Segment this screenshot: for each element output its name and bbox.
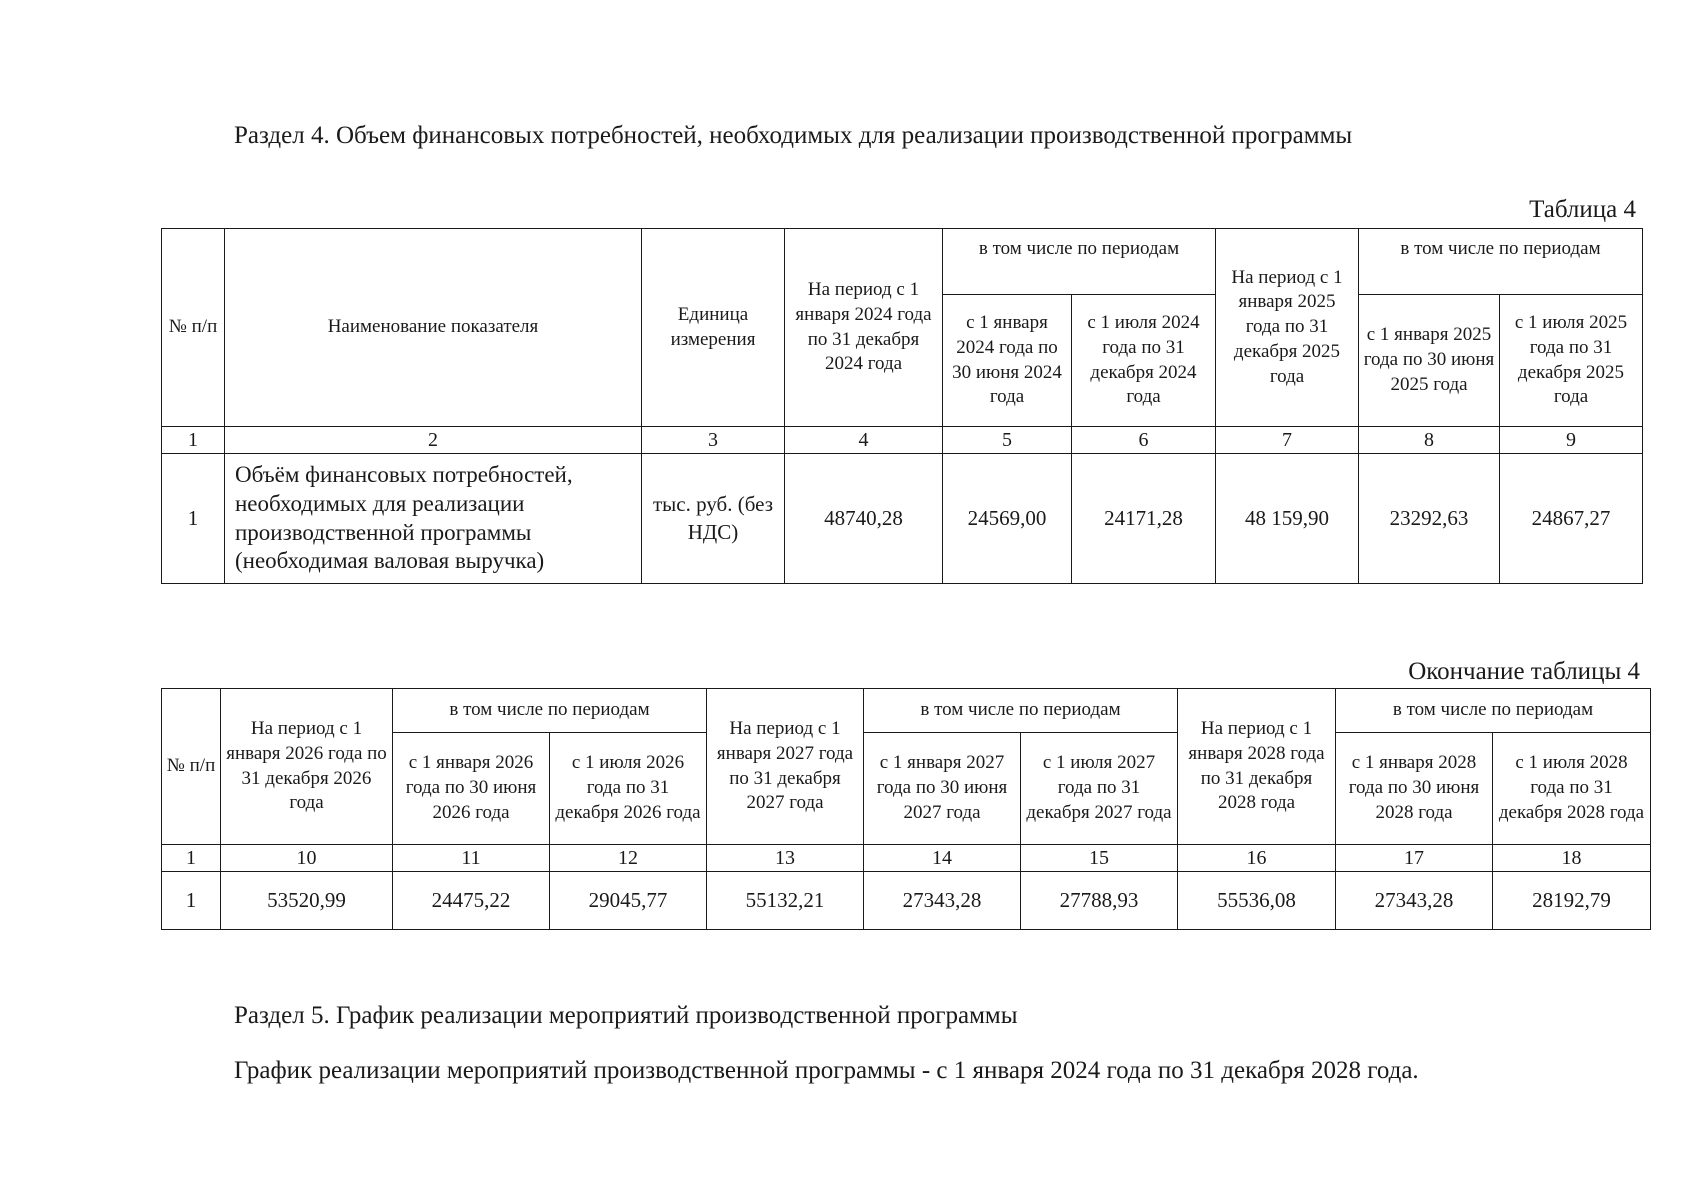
column-number: 3	[642, 427, 785, 454]
column-number: 14	[864, 845, 1021, 872]
header-group-2027: в том числе по периодам	[864, 689, 1178, 733]
row-number: 1	[162, 454, 225, 584]
section-4-heading: Раздел 4. Объем финансовых потребностей, необходимых для реализации производственной программы	[234, 122, 1353, 149]
column-number: 7	[1216, 427, 1359, 454]
header-h2-2027: с 1 июля 2027 года по 31 декабря 2027 года	[1021, 733, 1178, 845]
column-number: 12	[550, 845, 707, 872]
column-number: 5	[943, 427, 1072, 454]
value-2024-h2: 24171,28	[1072, 454, 1216, 584]
table-caption: Таблица 4	[1529, 196, 1636, 223]
column-number: 4	[785, 427, 943, 454]
value-2028-total: 55536,08	[1178, 872, 1336, 930]
value-2027-total: 55132,21	[707, 872, 864, 930]
value-2028-h2: 28192,79	[1493, 872, 1651, 930]
row-unit: тыс. руб. (без НДС)	[642, 454, 785, 584]
header-h1-2027: с 1 января 2027 года по 30 июня 2027 года	[864, 733, 1021, 845]
value-2026-total: 53520,99	[221, 872, 393, 930]
header-h1-2028: с 1 января 2028 года по 30 июня 2028 года	[1336, 733, 1493, 845]
row-number: 1	[162, 872, 221, 930]
header-unit: Единица измерения	[642, 229, 785, 427]
header-period-2025: На период с 1 января 2025 года по 31 декабря 2025 года	[1216, 229, 1359, 427]
header-period-2024: На период с 1 января 2024 года по 31 декабря 2024 года	[785, 229, 943, 427]
column-number: 6	[1072, 427, 1216, 454]
header-number: № п/п	[162, 689, 221, 845]
value-2027-h2: 27788,93	[1021, 872, 1178, 930]
financial-needs-table-continuation	[161, 688, 1651, 930]
column-number: 10	[221, 845, 393, 872]
header-group-2026: в том числе по периодам	[393, 689, 707, 733]
header-h2-2025: с 1 июля 2025 года по 31 декабря 2025 года	[1500, 295, 1643, 427]
value-2026-h2: 29045,77	[550, 872, 707, 930]
column-number: 15	[1021, 845, 1178, 872]
column-number: 17	[1336, 845, 1493, 872]
value-2025-h1: 23292,63	[1359, 454, 1500, 584]
value-2026-h1: 24475,22	[393, 872, 550, 930]
header-h1-2026: с 1 января 2026 года по 30 июня 2026 года	[393, 733, 550, 845]
value-2027-h1: 27343,28	[864, 872, 1021, 930]
header-period-2026: На период с 1 января 2026 года по 31 декабря 2026 года	[221, 689, 393, 845]
section-5-text: График реализации мероприятий производственной программы - с 1 января 2024 года по 31 декабря 2028 года.	[234, 1057, 1419, 1084]
column-number: 11	[393, 845, 550, 872]
header-group-2024: в том числе по периодам	[943, 229, 1216, 295]
value-2028-h1: 27343,28	[1336, 872, 1493, 930]
header-period-2028: На период с 1 января 2028 года по 31 декабря 2028 года	[1178, 689, 1336, 845]
column-number: 8	[1359, 427, 1500, 454]
value-2024-h1: 24569,00	[943, 454, 1072, 584]
header-h2-2024: с 1 июля 2024 года по 31 декабря 2024 года	[1072, 295, 1216, 427]
header-number: № п/п	[162, 229, 225, 427]
column-number: 16	[1178, 845, 1336, 872]
value-2024-total: 48740,28	[785, 454, 943, 584]
header-group-2028: в том числе по периодам	[1336, 689, 1651, 733]
column-number: 1	[162, 845, 221, 872]
header-group-2025: в том числе по периодам	[1359, 229, 1643, 295]
table-row	[162, 454, 1643, 584]
table-continuation-caption: Окончание таблицы 4	[1408, 658, 1640, 685]
value-2025-total: 48 159,90	[1216, 454, 1359, 584]
column-number: 2	[225, 427, 642, 454]
table-row	[162, 872, 1651, 930]
value-2025-h2: 24867,27	[1500, 454, 1643, 584]
column-number: 13	[707, 845, 864, 872]
header-h2-2026: с 1 июля 2026 года по 31 декабря 2026 года	[550, 733, 707, 845]
header-period-2027: На период с 1 января 2027 года по 31 декабря 2027 года	[707, 689, 864, 845]
header-indicator-name: Наименование показателя	[225, 229, 642, 427]
column-number: 9	[1500, 427, 1643, 454]
section-5-heading: Раздел 5. График реализации мероприятий производственной программы	[234, 1002, 1018, 1029]
header-h1-2024: с 1 января 2024 года по 30 июня 2024 года	[943, 295, 1072, 427]
header-h2-2028: с 1 июля 2028 года по 31 декабря 2028 года	[1493, 733, 1651, 845]
financial-needs-table	[161, 228, 1643, 584]
row-indicator-name: Объём финансовых потребностей, необходимых для реализации производственной программы (необходимая валовая выручка)	[225, 454, 642, 584]
column-number: 1	[162, 427, 225, 454]
header-h1-2025: с 1 января 2025 года по 30 июня 2025 года	[1359, 295, 1500, 427]
column-number: 18	[1493, 845, 1651, 872]
